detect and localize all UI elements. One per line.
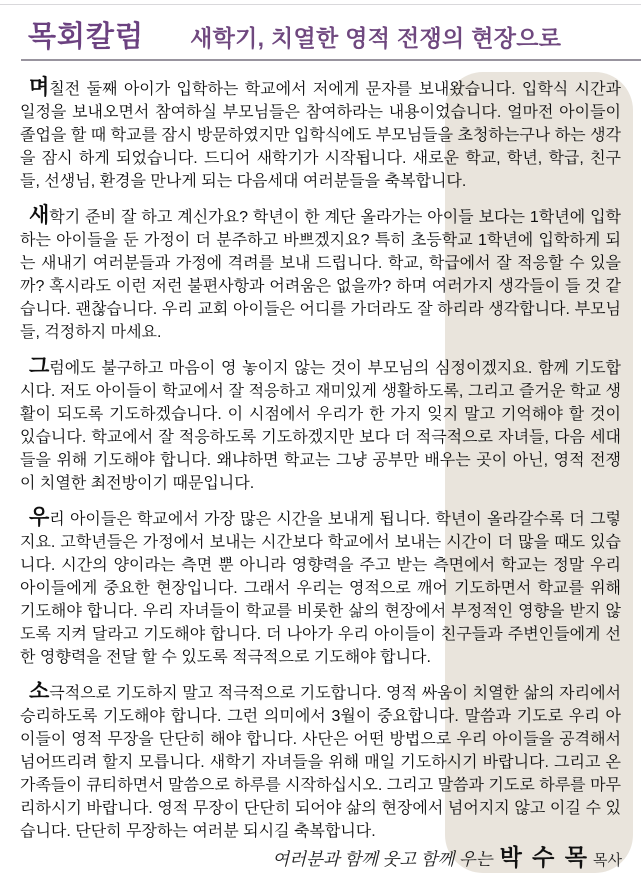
pastor-name: 박 수 목 (499, 844, 590, 870)
paragraph-text: 학기 준비 잘 하고 계신가요? 학년이 한 계단 올라가는 아이들 보다는 1학년에 입학하는 아이들을 둔 가정이 더 분주하고 바쁘겠지요? 특히 초등학교 1학년에 입학하게 되는 새내기 여러분들과 가정에 격려를 보내 드립니다. 학교, 학급에서 잘 적응할 수 있을까? 혹시라도 이런 저런 불편사항과 어려움은 없을까? 하며 여러가지 생각들이 들 것 같습니다. 괜찮습니다. 우리 교회 아이들은 어디를 가더라도 잘 하리라 생각합니다. 부모님들, 걱정하지 마세요. (20, 209, 621, 341)
drop-cap: 며 (29, 76, 50, 99)
column-category-label: 목회칼럼 (28, 21, 145, 53)
pastor-role: 목사 (593, 852, 622, 869)
column-paragraph (20, 356, 621, 495)
drop-cap: 우 (29, 506, 50, 529)
column-paragraph (20, 681, 621, 843)
column-paragraph (20, 205, 621, 344)
paragraph-text: 극적으로 기도하지 말고 적극적으로 기도합니다. 영적 싸움이 치열한 삶의 자리에서 승리하도록 기도해야 합니다. 그런 의미에서 3월이 중요합니다. 말씀과 기도로 우리 아이들이 영적 무장을 단단히 해야 합니다. 사단은 어떤 방법으로 우리 아이들을 공격해서 넘어뜨리려 할지 모릅니다. 새학기 자녀들을 위해 매일 기도하시기 바랍니다. 그리고 온 가족들이 큐티하면서 말씀으로 하루를 시작하십시오. 그리고 말씀과 기도로 하루를 마무리하시기 바랍니다. 영적 무장이 단단히 되어야 삶의 현장에서 넘어지지 않고 이길 수 있습니다. 단단히 무장하는 여러분 되시길 축복합니다. (20, 685, 621, 840)
masthead (28, 14, 631, 55)
paragraph-text: 리 아이들은 학교에서 가장 많은 시간을 보내게 됩니다. 학년이 올라갈수록 더 그렇지요. 고학년들은 가정에서 보내는 시간보다 학교에서 보내는 시간이 더 많을 때도 있습니다. 시간의 양이라는 측면 뿐 아니라 영향력을 주고 받는 측면에서 학교는 정말 우리 아이들에게 중요한 현장입니다. 그래서 우리는 영적으로 깨어 기도하면서 학교를 위해 기도해야 합니다. 우리 자녀들이 학교를 비롯한 삶의 현장에서 부정적인 영향을 받지 않도록 지켜 달라고 기도해야 합니다. 더 나아가 우리 아이들이 친구들과 주변인들에게 선한 영향력을 전달 할 수 있도록 적극적으로 기도해야 합니다. (20, 511, 621, 666)
header-rule-divider (21, 59, 641, 61)
signature-line (272, 839, 622, 872)
drop-cap: 소 (29, 680, 50, 703)
page-title: 새학기, 치열한 영적 전쟁의 현장으로 (190, 25, 562, 51)
column-paragraph (20, 507, 621, 669)
signature-phrase: 여러분과 함께 웃고 함께 우는 (272, 849, 493, 869)
column-article (20, 68, 621, 855)
drop-cap: 그 (29, 355, 50, 378)
paragraph-text: 칠전 둘째 아이가 입학하는 학교에서 저에게 문자를 보내왔습니다. 입학식 시간과 일정을 보내오면서 참여하실 부모님들은 참여하라는 내용이었습니다. 얼마전 아이들이 졸업을 할 때 학교를 잠시 방문하였지만 입학식에도 부모님들을 초청하는구나 하는 생각을 잠시 하게 되었습니다. 드디어 새학기가 시작됩니다. 새로운 학교, 학년, 학급, 친구들, 선생님, 환경을 만나게 되는 다음세대 여러분들을 축복합니다. (20, 81, 621, 190)
column-paragraph (20, 77, 621, 193)
drop-cap: 새 (29, 204, 50, 227)
paragraph-text: 럼에도 불구하고 마음이 영 놓이지 않는 것이 부모님의 심정이겠지요. 함께 기도합시다. 저도 아이들이 학교에서 잘 적응하고 재미있게 생활하도록, 그리고 즐거운 학교 생활이 되도록 기도하겠습니다. 이 시점에서 우리가 한 가지 잊지 말고 기억해야 할 것이 있습니다. 학교에서 잘 적응하도록 기도하겠지만 보다 더 적극적으로 자녀들, 다음 세대들을 위해 기도해야 합니다. 왜냐하면 학교는 그냥 공부만 배우는 곳이 아닌, 영적 전쟁이 치열한 최전방이기 때문입니다. (20, 360, 621, 492)
top-hairline-divider (0, 4, 641, 5)
